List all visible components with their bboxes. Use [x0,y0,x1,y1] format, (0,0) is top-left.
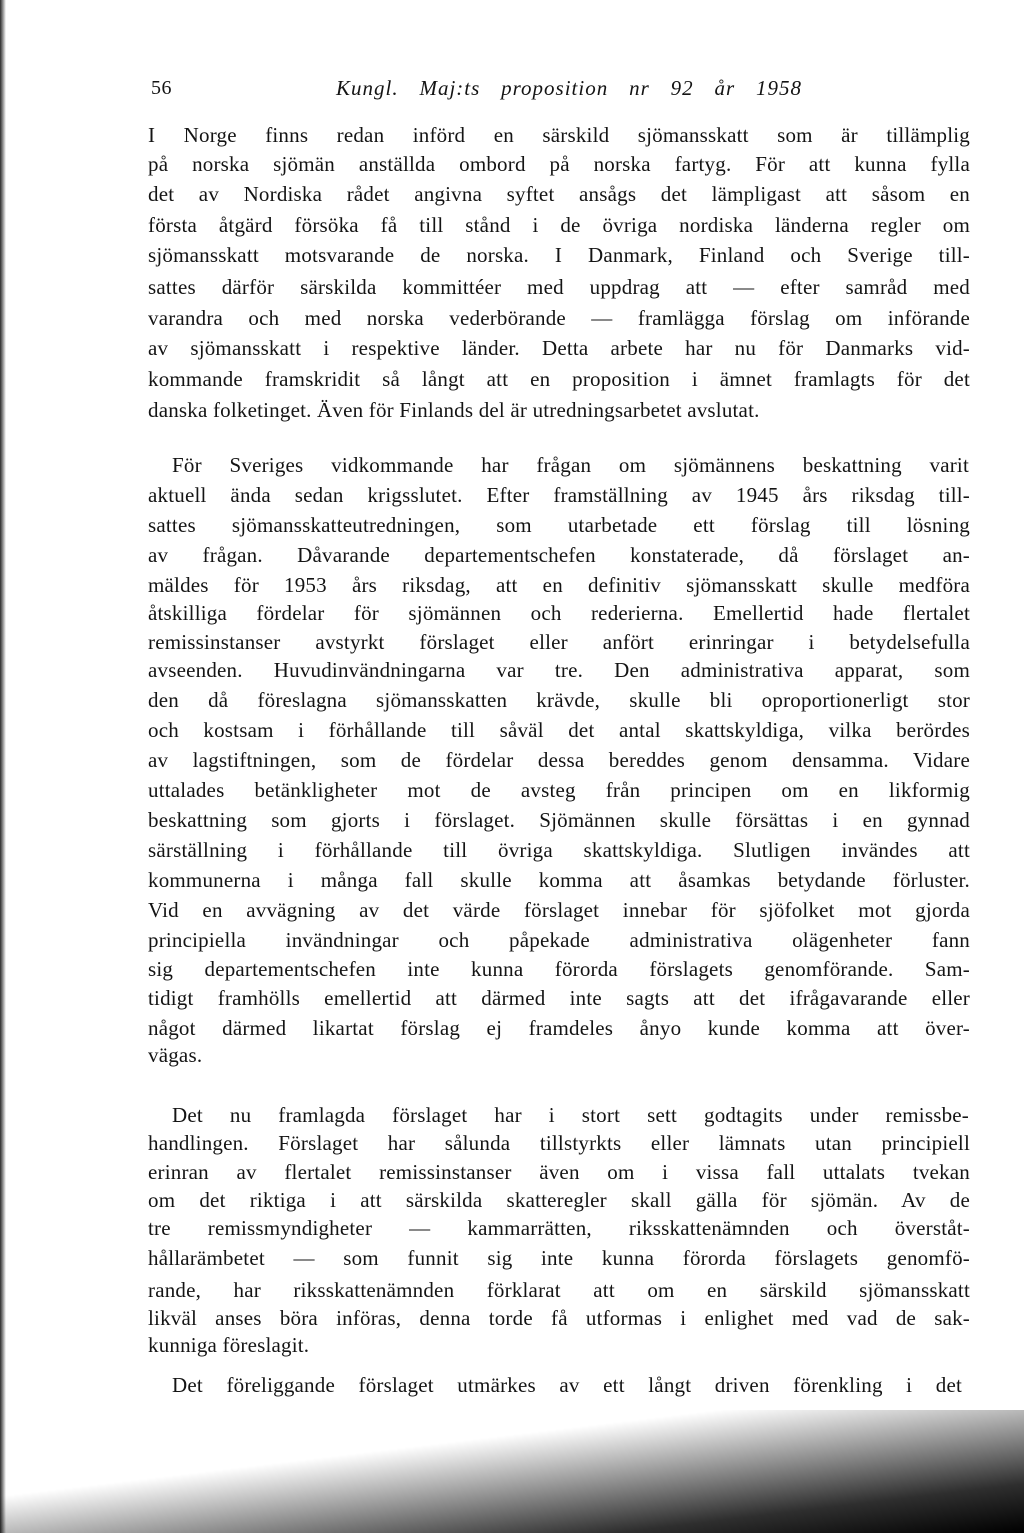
text-line: Vid en avvägning av det värde förslaget innebar för sjöfolket mot gjorda [148,898,970,922]
text-line: det av Nordiska rådet angivna syftet ansågs det lämpligast att såsom en [148,182,970,206]
text-line: rande, har riksskattenämnden förklarat att om en särskild sjömansskatt [148,1278,970,1302]
page-number: 56 [151,77,172,99]
text-line: hållarämbetet — som funnit sig inte kunna förorda förslagets genomfö- [148,1246,970,1270]
text-line: likväl anses böra införas, denna torde få utformas i enlighet med vad de sak- [148,1306,970,1330]
text-line: avseenden. Huvudinvändningarna var tre. Den administrativa apparat, som [148,658,970,682]
text-line: uttalades betänkligheter mot de avsteg från principen om en likformig [148,778,970,802]
text-line: beskattning som gjorts i förslaget. Sjömännen skulle försättas i en gynnad [148,808,970,832]
text-line: Det nu framlagda förslaget har i stort sett godtagits under remissbe- [172,1103,969,1127]
text-line: vägas. [148,1043,203,1067]
text-line: särställning i förhållande till övriga skattskyldiga. Slutligen invändes att [148,838,970,862]
text-line: handlingen. Förslaget har sålunda tillstyrkts eller lämnats utan principiell [148,1131,970,1155]
text-line: sattes sjömansskatteutredningen, som utarbetade ett förslag till lösning [148,513,970,537]
text-line: För Sveriges vidkommande har frågan om sjömännens beskattning varit [172,453,969,477]
text-line: av frågan. Dåvarande departementschefen konstaterade, då förslaget an- [148,543,970,567]
text-line: något därmed likartat förslag ej framdeles ånyo kunde komma att över- [148,1016,970,1040]
text-line: av lagstiftningen, som de fördelar dessa bereddes genom densamma. Vidare [148,748,970,772]
text-line: om det riktiga i att särskilda skatteregler skall gälla för sjömän. Av de [148,1188,970,1212]
text-line: varandra och med norska vederbörande — framlägga förslag om införande [148,306,970,330]
text-line: principiella invändningar och påpekade administrativa olägenheter fann [148,928,970,952]
text-line: sattes därför särskilda kommittéer med uppdrag att — efter samråd med [148,275,970,299]
text-line: aktuell ända sedan krigsslutet. Efter framställning av 1945 års riksdag till- [148,483,970,507]
text-line: remissinstanser avstyrkt förslaget eller anfört erinringar i betydelsefulla [148,630,970,654]
text-line: den då föreslagna sjömansskatten krävde, skulle bli oproportionerligt stor [148,688,970,712]
text-line: åtskilliga fördelar för sjömännen och rederierna. Emellertid hade flertalet [148,601,970,625]
text-line: på norska sjömän anställda ombord på norska fartyg. För att kunna fylla [148,152,970,176]
text-line: tidigt framhölls emellertid att därmed inte sagts att det ifrågavarande eller [148,986,970,1010]
scan-bottom-shadow [0,1410,1024,1533]
scan-edge-shadow [0,0,6,1533]
text-line: sig departementschefen inte kunna förorda förslagets genomförande. Sam- [148,957,970,981]
text-line: sjömansskatt motsvarande de norska. I Danmark, Finland och Sverige till- [148,243,970,267]
text-line: kunniga föreslagit. [148,1333,310,1357]
text-line: första åtgärd försöka få till stånd i de övriga nordiska länderna regler om [148,213,970,237]
text-line: tre remissmyndigheter — kammarrätten, riksskattenämnden och överståt- [148,1216,970,1240]
text-line: Det föreliggande förslaget utmärkes av ett långt driven förenkling i det [172,1373,962,1397]
text-line: I Norge finns redan införd en särskild sjömansskatt som är tillämplig [148,123,970,147]
text-line: erinran av flertalet remissinstanser även om i vissa fall uttalats tvekan [148,1160,970,1184]
text-line: och kostsam i förhållande till såväl det antal skattskyldiga, vilka berördes [148,718,970,742]
running-title: Kungl. Maj:ts proposition nr 92 år 1958 [336,76,802,100]
text-line: danska folketinget. Även för Finlands del är utredningsarbetet avslutat. [148,398,760,422]
text-line: mäldes för 1953 års riksdag, att en definitiv sjömansskatt skulle medföra [148,573,970,597]
text-line: kommunerna i många fall skulle komma att åsamkas betydande förluster. [148,868,970,892]
text-line: kommande framskridit så långt att en proposition i ämnet framlagts för det [148,367,970,391]
text-line: av sjömansskatt i respektive länder. Detta arbete har nu för Danmarks vid- [148,336,970,360]
